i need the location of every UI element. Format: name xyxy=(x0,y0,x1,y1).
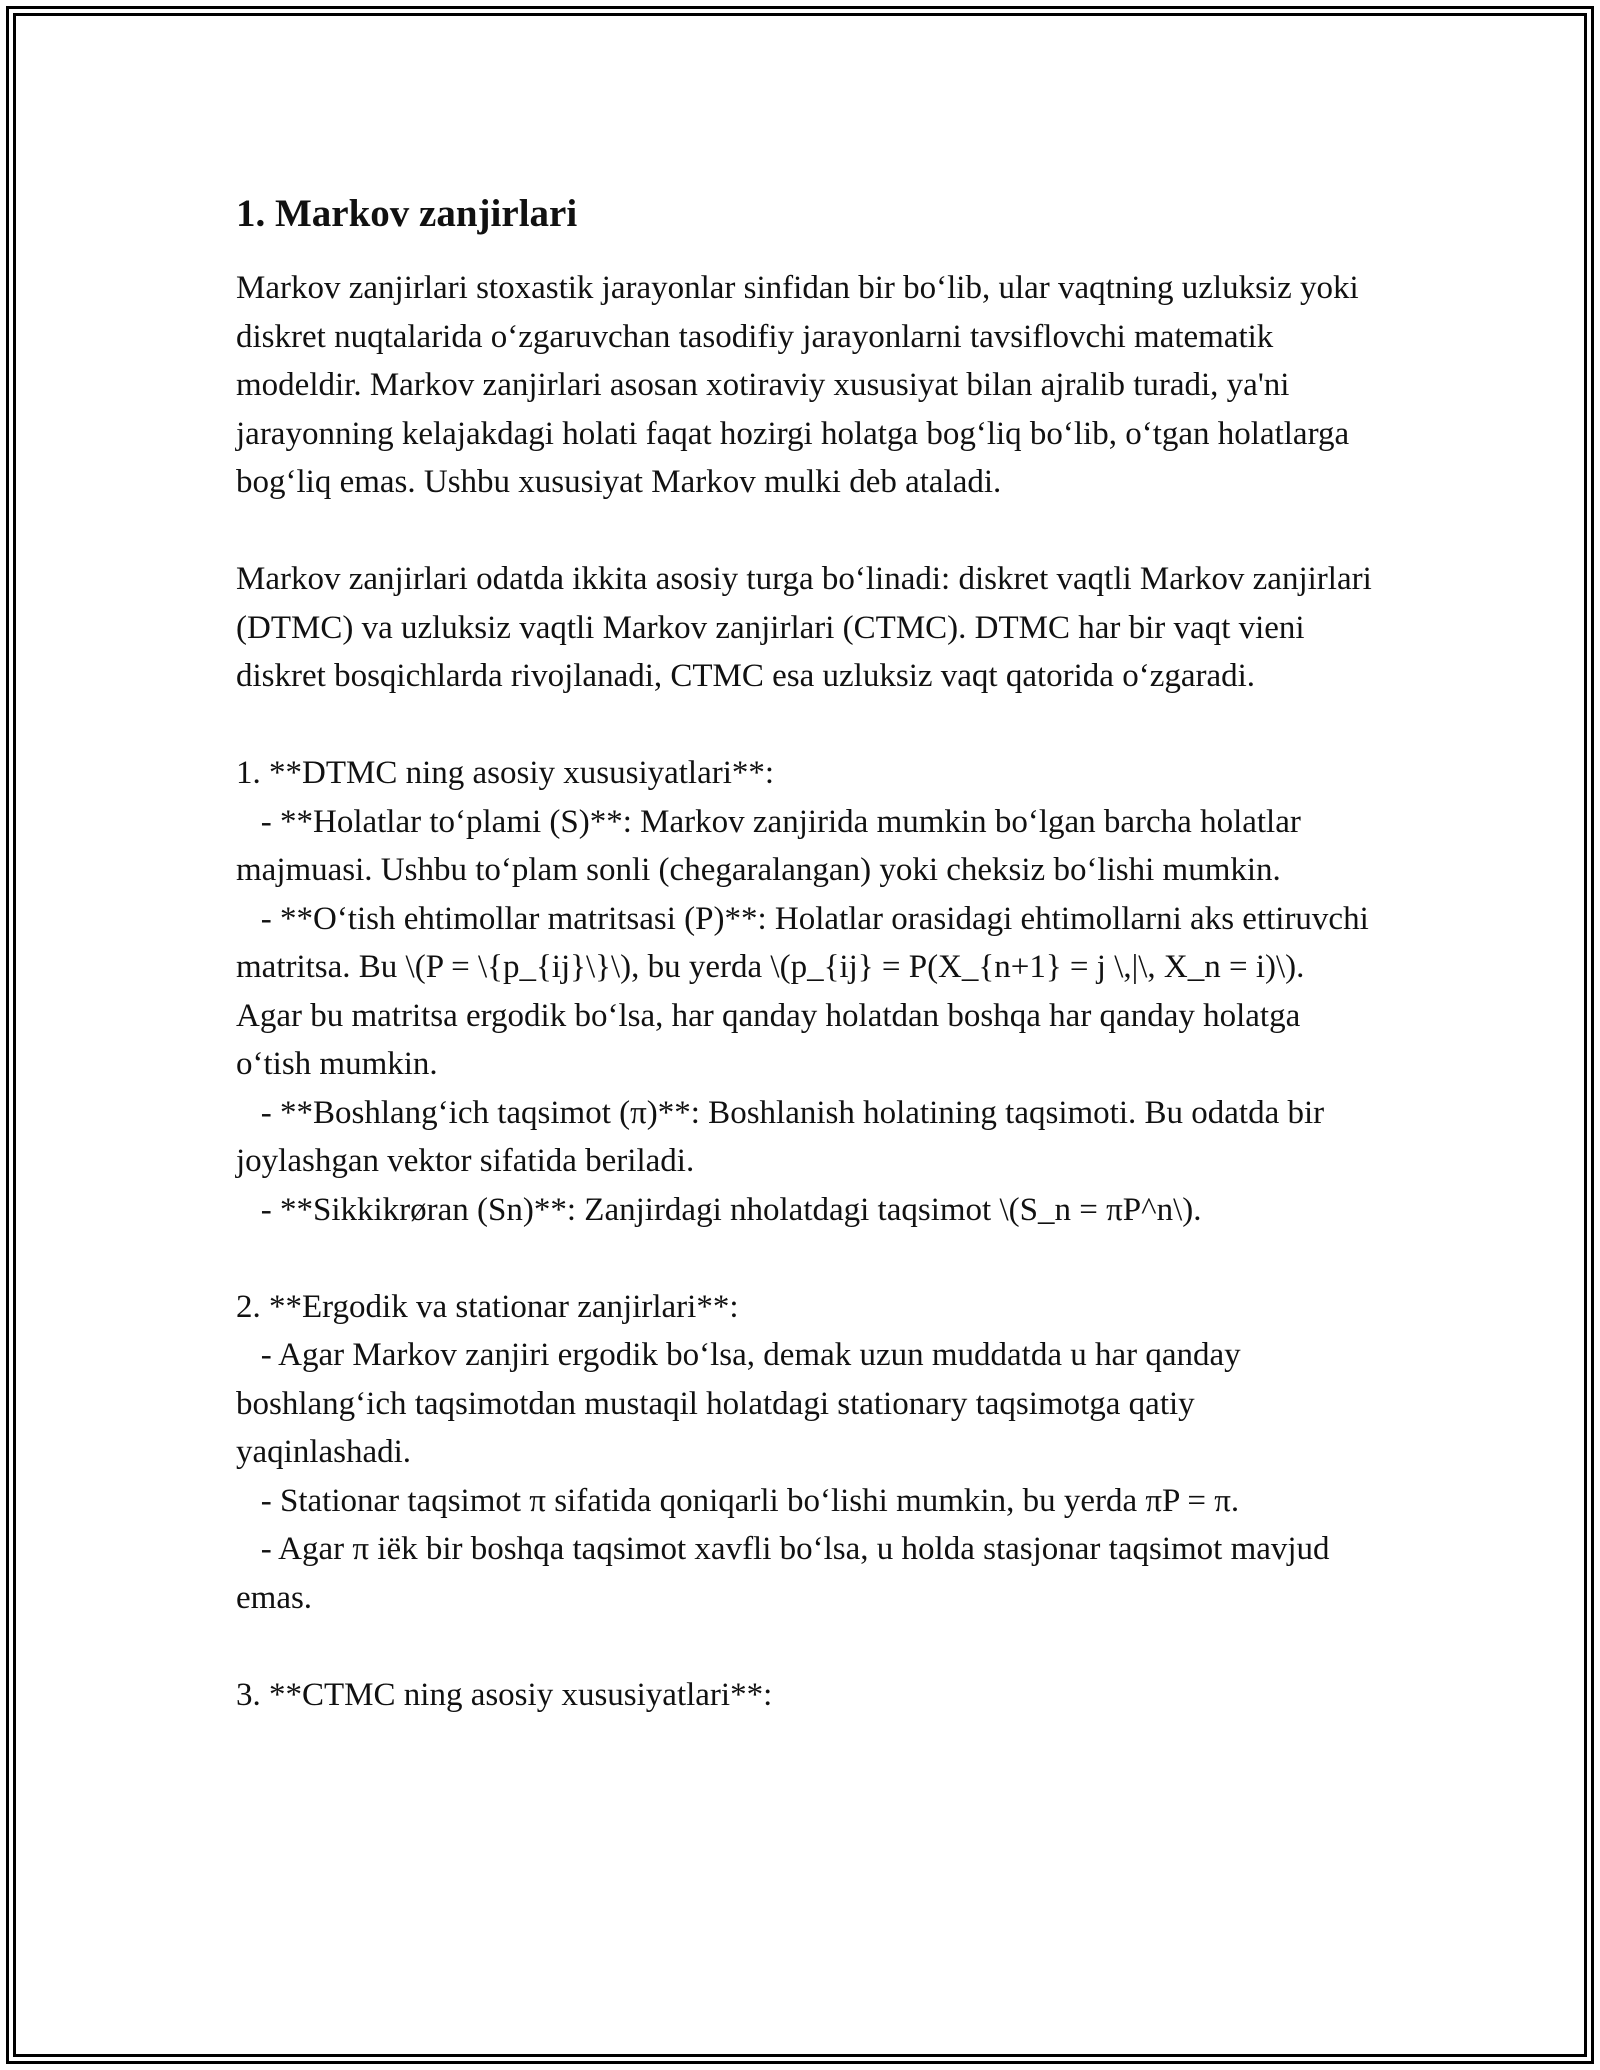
paragraph-types: Markov zanjirlari odatda ikkita asosiy turga bo‘linadi: diskret vaqtli Markov zanjirlari (DTMC) va uzluksiz vaqtli Markov zanjirlari (CTMC). DTMC har bir vaqt vieni diskret bosqichlarda rivojlanadi, CTMC esa uzluksiz vaqt qatorida o‘zgaradi. xyxy=(236,561,1372,694)
paragraph-intro: Markov zanjirlari stoxastik jarayonlar sinfidan bir bo‘lib, ular vaqtning uzluksiz yoki diskret nuqtalarida o‘zgaruvchan tasodifiy jarayonlarni tavsiflovchi matematik modeldir. Markov zanjirlari asosan xotiraviy xususiyat bilan ajralib turadi, ya'ni jarayonning kelajakdagi holati faqat hozirgi holatga bog‘liq bo‘lib, o‘tgan holatlarga bog‘liq emas. Ushbu xususiyat Markov mulki deb ataladi. xyxy=(236,270,1359,500)
list-heading-ergodic: 2. **Ergodik va stationar zanjirlari**: xyxy=(236,1288,739,1325)
list-heading-dtmc: 1. **DTMC ning asosiy xususiyatlari**: xyxy=(236,755,775,791)
section-title: 1. Markov zanjirlari xyxy=(236,192,578,235)
list-item-initial-distribution: - **Boshlang‘ich taqsimot (π)**: Boshlanish holatining taqsimoti. Bu odatda bir joylashgan vektor sifatida beriladi. xyxy=(236,1094,1325,1179)
list-item-ergodic: - Agar Markov zanjiri ergodik bo‘lsa, demak uzun muddatda u har qanday boshlang‘ich taqsimotdan mustaqil holatdagi stationary taqsimotga qatiy yaqinlashadi. xyxy=(236,1337,1241,1470)
list-item-no-stationary: - Agar π iёk bir boshqa taqsimot xavfli bo‘lsa, u holda stasjonar taqsimot mavjud emas. xyxy=(236,1531,1330,1616)
list-item-states: - **Holatlar to‘plami (S)**: Markov zanjirida mumkin bo‘lgan barcha holatlar majmuasi. Ushbu to‘plam sonli (chegaralangan) yoki cheksiz bo‘lishi mumkin. xyxy=(236,803,1301,888)
list-item-stationary: - Stationar taqsimot π sifatida qoniqarli bo‘lishi mumkin, bu yerda πP = π. xyxy=(260,1482,1240,1519)
document-body xyxy=(236,190,1376,1719)
list-item-sn: - **Sikkikrøran (Sn)**: Zanjirdagi nholatdagi taqsimot \(S_n = πP^n\). xyxy=(260,1191,1202,1228)
list-item-transition-matrix: - **O‘tish ehtimollar matritsasi (P)**: Holatlar orasidagi ehtimollarni aks ettiruvchi matritsa. Bu \(P = \{p_{ij}\}\), bu yerda \(p_{ij} = P(X_{n+1} = j \,|\, X_n = i)\). Agar bu matritsa ergodik bo‘lsa, har qanday holatdan boshqa har qanday holatga o‘tish mumkin. xyxy=(236,900,1369,1082)
list-heading-ctmc: 3. **CTMC ning asosiy xususiyatlari**: xyxy=(236,1676,773,1713)
